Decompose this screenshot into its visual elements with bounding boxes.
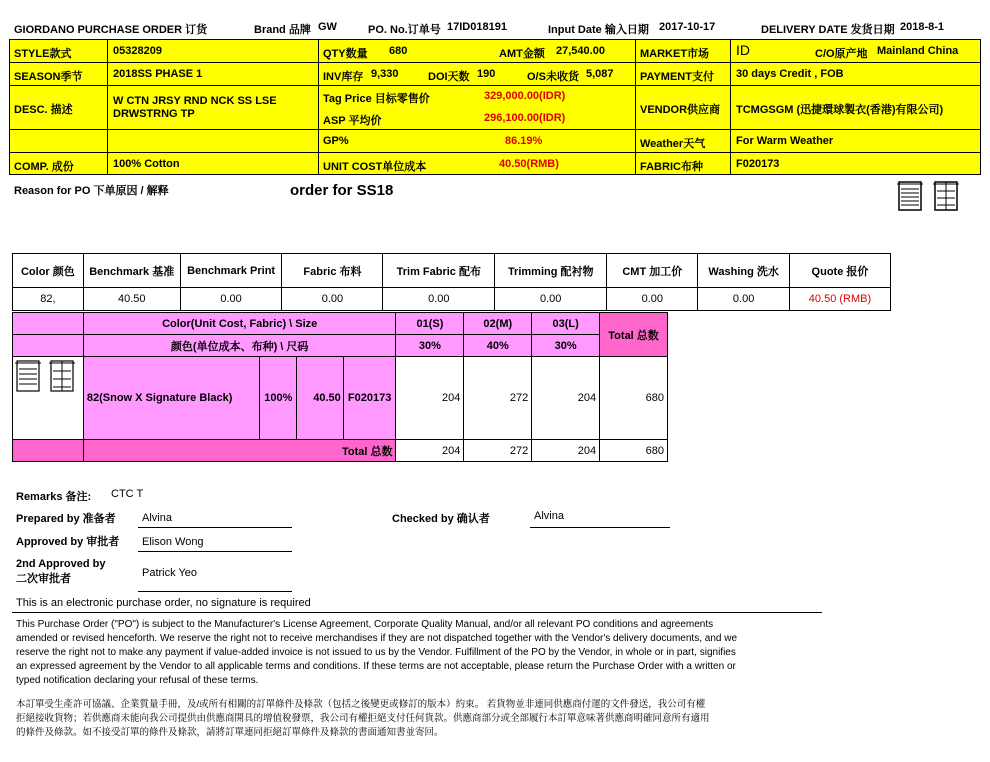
cell-color: 82, — [13, 288, 84, 311]
unit-cost-label: UNIT COST单位成本 — [323, 161, 427, 173]
size-table-corner — [13, 313, 84, 335]
po-number-label: PO. No.订单号 — [368, 24, 441, 36]
cost-table-header-row — [13, 254, 891, 288]
total-row-corner — [13, 440, 84, 462]
second-approved-label: 2nd Approved by — [16, 558, 106, 570]
season-value: 2018SS PHASE 1 — [113, 68, 203, 80]
brand-value: GW — [318, 21, 337, 33]
input-date-label: Input Date 输入日期 — [548, 24, 649, 36]
total-header: Total 总数 — [600, 313, 668, 357]
style-label: STYLE款式 — [14, 48, 72, 60]
approved-value: Elison Wong — [142, 536, 204, 548]
cell-quote: 40.50 (RMB) — [789, 288, 890, 311]
checked-line — [530, 527, 670, 528]
input-date-value: 2017-10-17 — [659, 21, 716, 33]
amt-value: 27,540.00 — [556, 45, 605, 57]
payment-value: 30 days Credit , FOB — [736, 68, 844, 80]
size-03: 03(L) — [532, 313, 600, 335]
garment-sketch-back-icon — [932, 180, 960, 217]
total-02: 272 — [464, 440, 532, 462]
color-fabric: F020173 — [343, 357, 396, 440]
terms-en-line: an expressed agreement by the Vendor to all applicable terms and conditions. If these terms are not acceptable, please return the Purchase Order with a written or — [16, 661, 736, 672]
unit-cost-value: 40.50(RMB) — [499, 158, 559, 170]
size-02: 02(M) — [464, 313, 532, 335]
col-trim-fabric: Trim Fabric 配布 — [383, 254, 495, 288]
doi-value: 190 — [477, 68, 496, 80]
color-row — [13, 357, 668, 440]
terms-cn — [16, 698, 836, 740]
cost-table — [12, 253, 891, 311]
reason-value: order for SS18 — [290, 182, 394, 199]
ratio-03: 30% — [532, 335, 600, 357]
second-approved-line — [138, 591, 292, 592]
checked-value: Alvina — [534, 510, 564, 522]
total-label: Total 总数 — [83, 440, 396, 462]
terms-cn-line: 拒絕接收貨物；若供應商未能向我公司提供由供應商開具的增值稅發票，我公司有權拒絕支付任何貨款。供應商部分或全部履行本訂單意味著供應商明確同意所有適用 — [16, 713, 710, 724]
second-approved-value: Patrick Yeo — [142, 567, 198, 579]
comp-label: COMP. 成份 — [14, 161, 74, 173]
color-sketch-cell — [13, 357, 84, 440]
desc-label: DESC. 描述 — [14, 104, 73, 116]
market-value: ID — [736, 42, 750, 58]
fabric-label: FABRIC布种 — [640, 161, 703, 173]
qty-02: 272 — [464, 357, 532, 440]
checked-label: Checked by 确认者 — [392, 513, 490, 525]
terms-en-line: amended or revised henceforth. We reserve the right not to receive merchandises if they are not dispatched together with the Vendor's delivery documents, and we — [16, 633, 738, 644]
cell-trimming: 0.00 — [495, 288, 607, 311]
fabric-value: F020173 — [736, 158, 780, 170]
market-label: MARKET市场 — [640, 48, 710, 60]
comp-value: 100% Cotton — [113, 158, 180, 170]
col-fabric: Fabric 布料 — [282, 254, 383, 288]
col-trimming: Trimming 配衬物 — [495, 254, 607, 288]
second-approved-label-cn: 二次审批者 — [16, 573, 71, 585]
tag-price-label: Tag Price 目标零售价 — [323, 93, 430, 105]
col-color: Color 颜色 — [13, 254, 84, 288]
color-pct: 100% — [260, 357, 297, 440]
size-table-corner-2 — [13, 335, 84, 357]
vendor-label: VENDOR供应商 — [640, 104, 721, 116]
cost-table-row — [13, 288, 891, 311]
qty-value: 680 — [389, 45, 408, 57]
terms-en — [16, 618, 836, 688]
weather-value: For Warm Weather — [736, 135, 834, 147]
asp-value: 296,100.00(IDR) — [484, 112, 566, 124]
po-number-value: 17ID018191 — [447, 21, 507, 33]
qty-01: 204 — [396, 357, 464, 440]
style-value: 05328209 — [113, 45, 162, 57]
approved-label: Approved by 审批者 — [16, 536, 120, 548]
garment-sketch-front-icon — [896, 180, 924, 217]
origin-label: C/O原产地 — [815, 48, 868, 60]
delivery-date-label: DELIVERY DATE 发货日期 — [761, 24, 895, 36]
reason-label: Reason for PO 下单原因 / 解释 — [14, 185, 169, 197]
cell-trim-fabric: 0.00 — [383, 288, 495, 311]
color-sketch-icon — [13, 357, 79, 397]
size-01: 01(S) — [396, 313, 464, 335]
electronic-note: This is an electronic purchase order, no signature is required — [16, 597, 311, 609]
inv-value: 9,330 — [371, 68, 399, 80]
size-table — [12, 312, 668, 462]
col-cmt: CMT 加工价 — [607, 254, 698, 288]
remarks-value: CTC T — [111, 488, 144, 500]
gp-label: GP% — [323, 135, 349, 147]
cell-washing: 0.00 — [698, 288, 790, 311]
prepared-label: Prepared by 准备者 — [16, 513, 116, 525]
total-01: 204 — [396, 440, 464, 462]
color-cost: 40.50 — [297, 357, 344, 440]
col-benchmark-print: Benchmark Print — [180, 254, 282, 288]
delivery-date-value: 2018-8-1 — [900, 21, 945, 33]
os-value: 5,087 — [586, 68, 614, 80]
vendor-value: TCMGSGM (迅捷環球製衣(香港)有限公司) — [736, 104, 944, 116]
origin-value: Mainland China — [877, 45, 959, 57]
remarks-label: Remarks 备注: — [16, 491, 92, 503]
tag-price-value: 329,000.00(IDR) — [484, 90, 566, 102]
cell-cmt: 0.00 — [607, 288, 698, 311]
cell-benchmark: 40.50 — [83, 288, 180, 311]
terms-cn-line: 本訂單受生產許可協議、企業質量手冊，及/或所有相關的訂單條件及條款（包括之後變更或修訂的版本）約束。 若貨物並非連同供應商付運的文件發送，我公司有權 — [16, 699, 706, 710]
total-row — [13, 440, 668, 462]
terms-divider — [12, 612, 822, 613]
doi-label: DOI天数 — [428, 71, 470, 83]
qty-03: 204 — [532, 357, 600, 440]
prepared-line — [138, 527, 292, 528]
qty-label: QTY数量 — [323, 48, 368, 60]
col-benchmark: Benchmark 基准 — [83, 254, 180, 288]
terms-en-line: reserve the right not to make any payment if value-added invoice is not issued to us by the Vendor. Fulfillment of the PO by the Vendor, in whole or in part, signifies — [16, 647, 736, 658]
col-quote: Quote 报价 — [789, 254, 890, 288]
col-washing: Washing 洗水 — [698, 254, 790, 288]
amt-label: AMT金额 — [499, 48, 545, 60]
inv-label: INV库存 — [323, 71, 364, 83]
gp-value: 86.19% — [505, 135, 543, 147]
terms-cn-line: 的條件及條款。如不接受訂單的條件及條款，請將訂單連同拒絕訂單條件及條款的書面通知書並寄回。 — [16, 727, 444, 738]
desc-value-line1: W CTN JRSY RND NCK SS LSE — [113, 95, 277, 107]
ratio-02: 40% — [464, 335, 532, 357]
prepared-value: Alvina — [142, 512, 172, 524]
po-title: GIORDANO PURCHASE ORDER 订货 — [14, 24, 208, 36]
desc-value-line2: DRWSTRNG TP — [113, 108, 195, 120]
asp-label: ASP 平均价 — [323, 115, 382, 127]
approved-line — [138, 551, 292, 552]
ratio-01: 30% — [396, 335, 464, 357]
weather-label: Weather天气 — [640, 138, 706, 150]
terms-en-line: typed notification declaring your refusal of these terms. — [16, 675, 259, 686]
terms-en-line: This Purchase Order ("PO") is subject to the Manufacturer's License Agreement, Corporate Quality Manual, and/or all relevant PO conditions and agreements — [16, 619, 714, 630]
total-03: 204 — [532, 440, 600, 462]
season-label: SEASON季节 — [14, 71, 83, 83]
brand-label: Brand 品牌 — [254, 24, 311, 36]
os-label: O/S未收货 — [527, 71, 579, 83]
payment-label: PAYMENT支付 — [640, 71, 714, 83]
grand-total: 680 — [600, 440, 668, 462]
cell-fabric: 0.00 — [282, 288, 383, 311]
size-header-cn: 颜色(单位成本、布种) \ 尺码 — [83, 335, 396, 357]
cell-benchmark-print: 0.00 — [180, 288, 282, 311]
size-header-en: Color(Unit Cost, Fabric) \ Size — [83, 313, 396, 335]
row-total: 680 — [600, 357, 668, 440]
color-name: 82(Snow X Signature Black) — [83, 357, 260, 440]
